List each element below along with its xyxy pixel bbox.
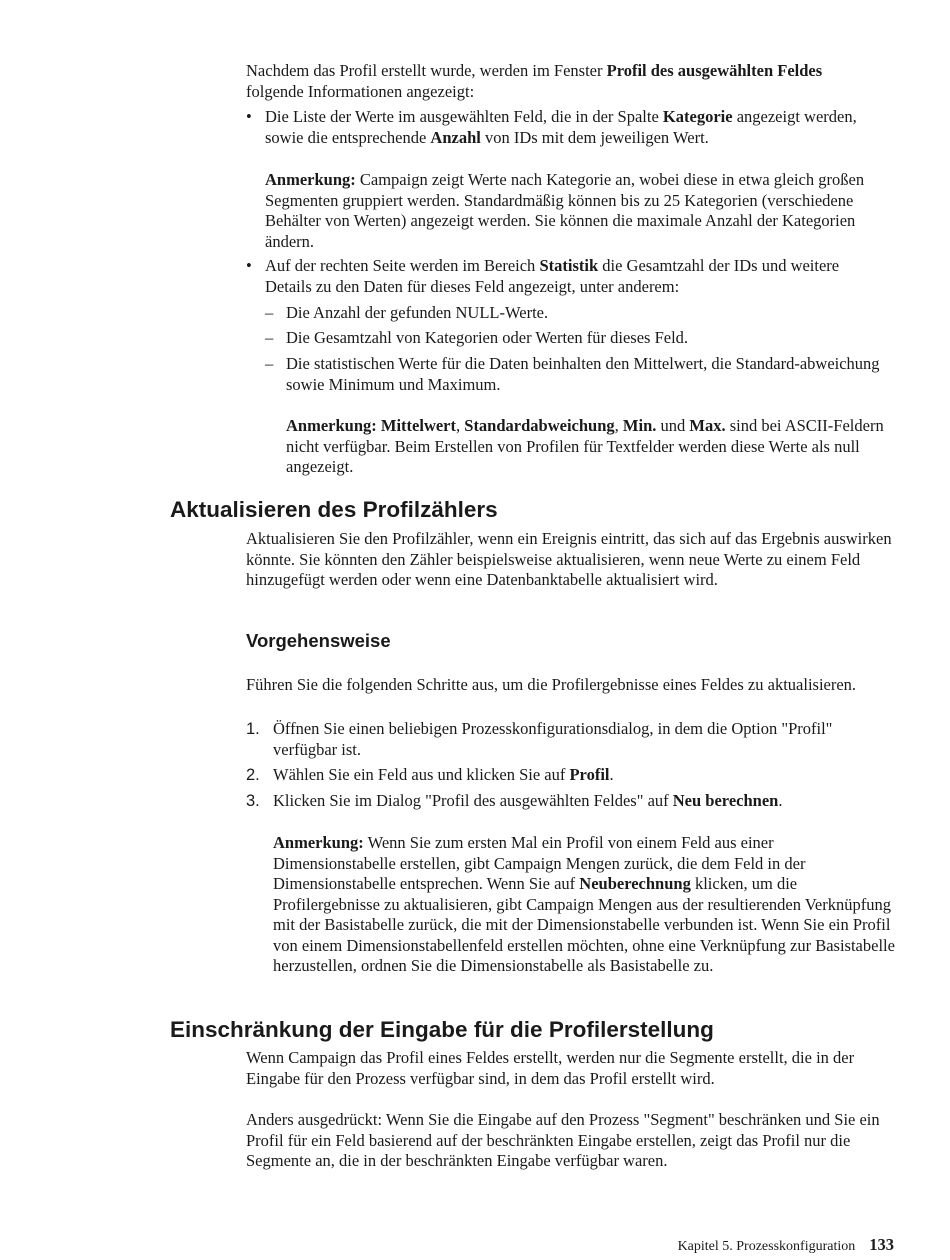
dash-text: Die statistischen Werte für die Daten beinhalten den Mittelwert, die Standard-abweichung sowie Minimum und Maximum. [286, 354, 880, 394]
section-paragraph: Anders ausgedrückt: Wenn Sie die Eingabe auf den Prozess "Segment" beschränken und Sie ein Profil für ein Feld basierend auf der beschränkten Eingabe erstellen, zeigt das Profil nur die Segmente an, die in der beschränkten Eingabe verfügbar waren. [246, 1110, 880, 1170]
bullet-text-part: angezeigt werden, sowie die entsprechende [265, 107, 857, 147]
dash-marker: – [265, 328, 274, 347]
intro-text-end: folgende Informationen angezeigt: [246, 81, 475, 101]
note-separator: , [614, 416, 623, 435]
step-text-part: Öffnen Sie einen beliebigen Prozesskonfigurationsdialog, in dem die Option "Profil" verfügbar ist. [273, 719, 833, 759]
note-text: Campaign zeigt Werte nach Kategorie an, wobei diese in etwa gleich großen Segmenten gruppiert werden. Standardmäßig können bis zu 25 Kategorien (verschiedene Behälter von Werten) angezeigt werden. Sie können die maximale Anzahl der Kategorien ändern. [265, 170, 865, 251]
bullet-marker: • [246, 256, 252, 275]
subheading-procedure: Vorgehensweise [246, 630, 391, 651]
step-text-part: Klicken Sie im Dialog "Profil des ausgewählten Feldes" auf [273, 791, 673, 810]
note-text: sind bei ASCII-Feldern nicht verfügbar. Beim Erstellen von Profilen für Textfelder werden diese Werte als null angezeigt. [286, 416, 884, 476]
dash-text: Die Anzahl der gefunden NULL-Werte. [286, 303, 549, 322]
dash-text: Die Gesamtzahl von Kategorien oder Werten für dieses Feld. [286, 328, 689, 347]
note-bold-term: Standardabweichung [464, 416, 615, 435]
note-label: Anmerkung: [286, 416, 377, 435]
dash-marker: – [265, 303, 274, 322]
section-paragraph: Aktualisieren Sie den Profilzähler, wenn ein Ereignis eintritt, das sich auf das Ergebnis auswirken könnte. Sie könnten den Zähler beispielsweise aktualisieren, wenn neue Werte zu einem Feld hinzugefügt werden oder wenn eine Datenbanktabelle aktualisiert wird. [246, 529, 892, 589]
step-text [273, 765, 883, 786]
dash-item [265, 303, 895, 324]
dash-item [265, 328, 895, 349]
note-text: klicken, um die Profilergebnisse zu aktualisieren, gibt Campaign Mengen aus der resultierenden Verknüpfung mit der Basistabelle zurück, die mit der Dimensionstabelle verbunden ist. Wenn Sie ein Profil von einem Dimensionstabellenfeld erstellen möchten, ohne eine Verknüpfung zur Basistabelle herzustellen, ordnen Sie die Dimensionstabelle als Basistabelle zu. [273, 874, 895, 975]
step-number: 2. [246, 766, 260, 784]
bullet-item-values-list [246, 107, 896, 148]
footer-chapter-title: Kapitel 5. Prozesskonfiguration [677, 1239, 856, 1254]
intro-paragraph [246, 61, 871, 102]
dash-item [265, 354, 895, 395]
bullet-bold-anzahl: Anzahl [430, 127, 481, 147]
note-text: und [656, 416, 690, 435]
page-footer [678, 1236, 894, 1256]
note-bold-recalculation: Neuberechnung [579, 874, 691, 893]
bullet-bold-kategorie: Kategorie [662, 107, 733, 126]
step-text [273, 791, 893, 812]
step-text [273, 719, 873, 760]
bullet-text [265, 256, 883, 297]
bullet-text-part: Auf der rechten Seite werden im Bereich [265, 256, 540, 275]
intro-text: Nachdem das Profil erstellt wurde, werden im Fenster [246, 61, 607, 80]
note-bold-term: Min. [622, 416, 657, 435]
intro-bold-window-name: Profil des ausgewählten Feldes [606, 61, 823, 80]
page-number: 133 [869, 1235, 894, 1254]
step-bold-recalculate: Neu berechnen [672, 791, 779, 810]
bullet-text [265, 107, 893, 148]
bullet-text-part: von IDs mit dem jeweiligen Wert. [480, 127, 709, 147]
step-text-part: . [778, 791, 783, 810]
note-label: Anmerkung: [273, 833, 364, 852]
step-number: 3. [246, 792, 260, 810]
step-item [246, 791, 896, 812]
section-heading-input-restriction: Einschränkung der Eingabe für die Profilerstellung [170, 1017, 714, 1042]
step-text-part: Wählen Sie ein Feld aus und klicken Sie auf [273, 765, 570, 784]
dash-marker: – [265, 354, 274, 373]
note-bold-term: Mittelwert [380, 416, 457, 435]
note-text: Wenn Sie zum ersten Mal ein Profil von einem Feld aus einer Dimensionstabelle erstellen, gibt Campaign Mengen zurück, die dem Feld in der Dimensionstabelle entsprechen. Wenn Sie auf [273, 833, 806, 893]
bullet-item-statistics [246, 256, 896, 297]
bullet-bold-statistik: Statistik [539, 256, 599, 275]
step-item [246, 719, 896, 760]
bullet-text-part: die Gesamtzahl der IDs und weitere Details zu den Daten für dieses Feld angezeigt, unter anderem: [265, 256, 840, 296]
note-label: Anmerkung: [265, 170, 356, 189]
step-bold-profil: Profil [569, 765, 610, 784]
note-dimension-table [273, 833, 895, 977]
note-bold-term: Max. [689, 416, 726, 435]
bullet-marker: • [246, 107, 252, 126]
section-heading-update-profile: Aktualisieren des Profilzählers [170, 497, 498, 522]
bullet-text-part: Die Liste der Werte im ausgewählten Feld, die in der Spalte [265, 107, 663, 126]
step-number: 1. [246, 720, 260, 738]
section-paragraph: Wenn Campaign das Profil eines Feldes erstellt, werden nur die Segmente erstellt, die in der Eingabe für den Prozess verfügbar sind, in dem das Profil erstellt wird. [246, 1048, 855, 1088]
note-separator: , [456, 416, 465, 435]
step-item [246, 765, 896, 786]
note-statistics-ascii [286, 416, 894, 478]
step-text-part: . [609, 765, 614, 784]
note-categories [265, 170, 870, 252]
steps-intro: Führen Sie die folgenden Schritte aus, um die Profilergebnisse eines Feldes zu aktualisieren. [246, 675, 857, 694]
